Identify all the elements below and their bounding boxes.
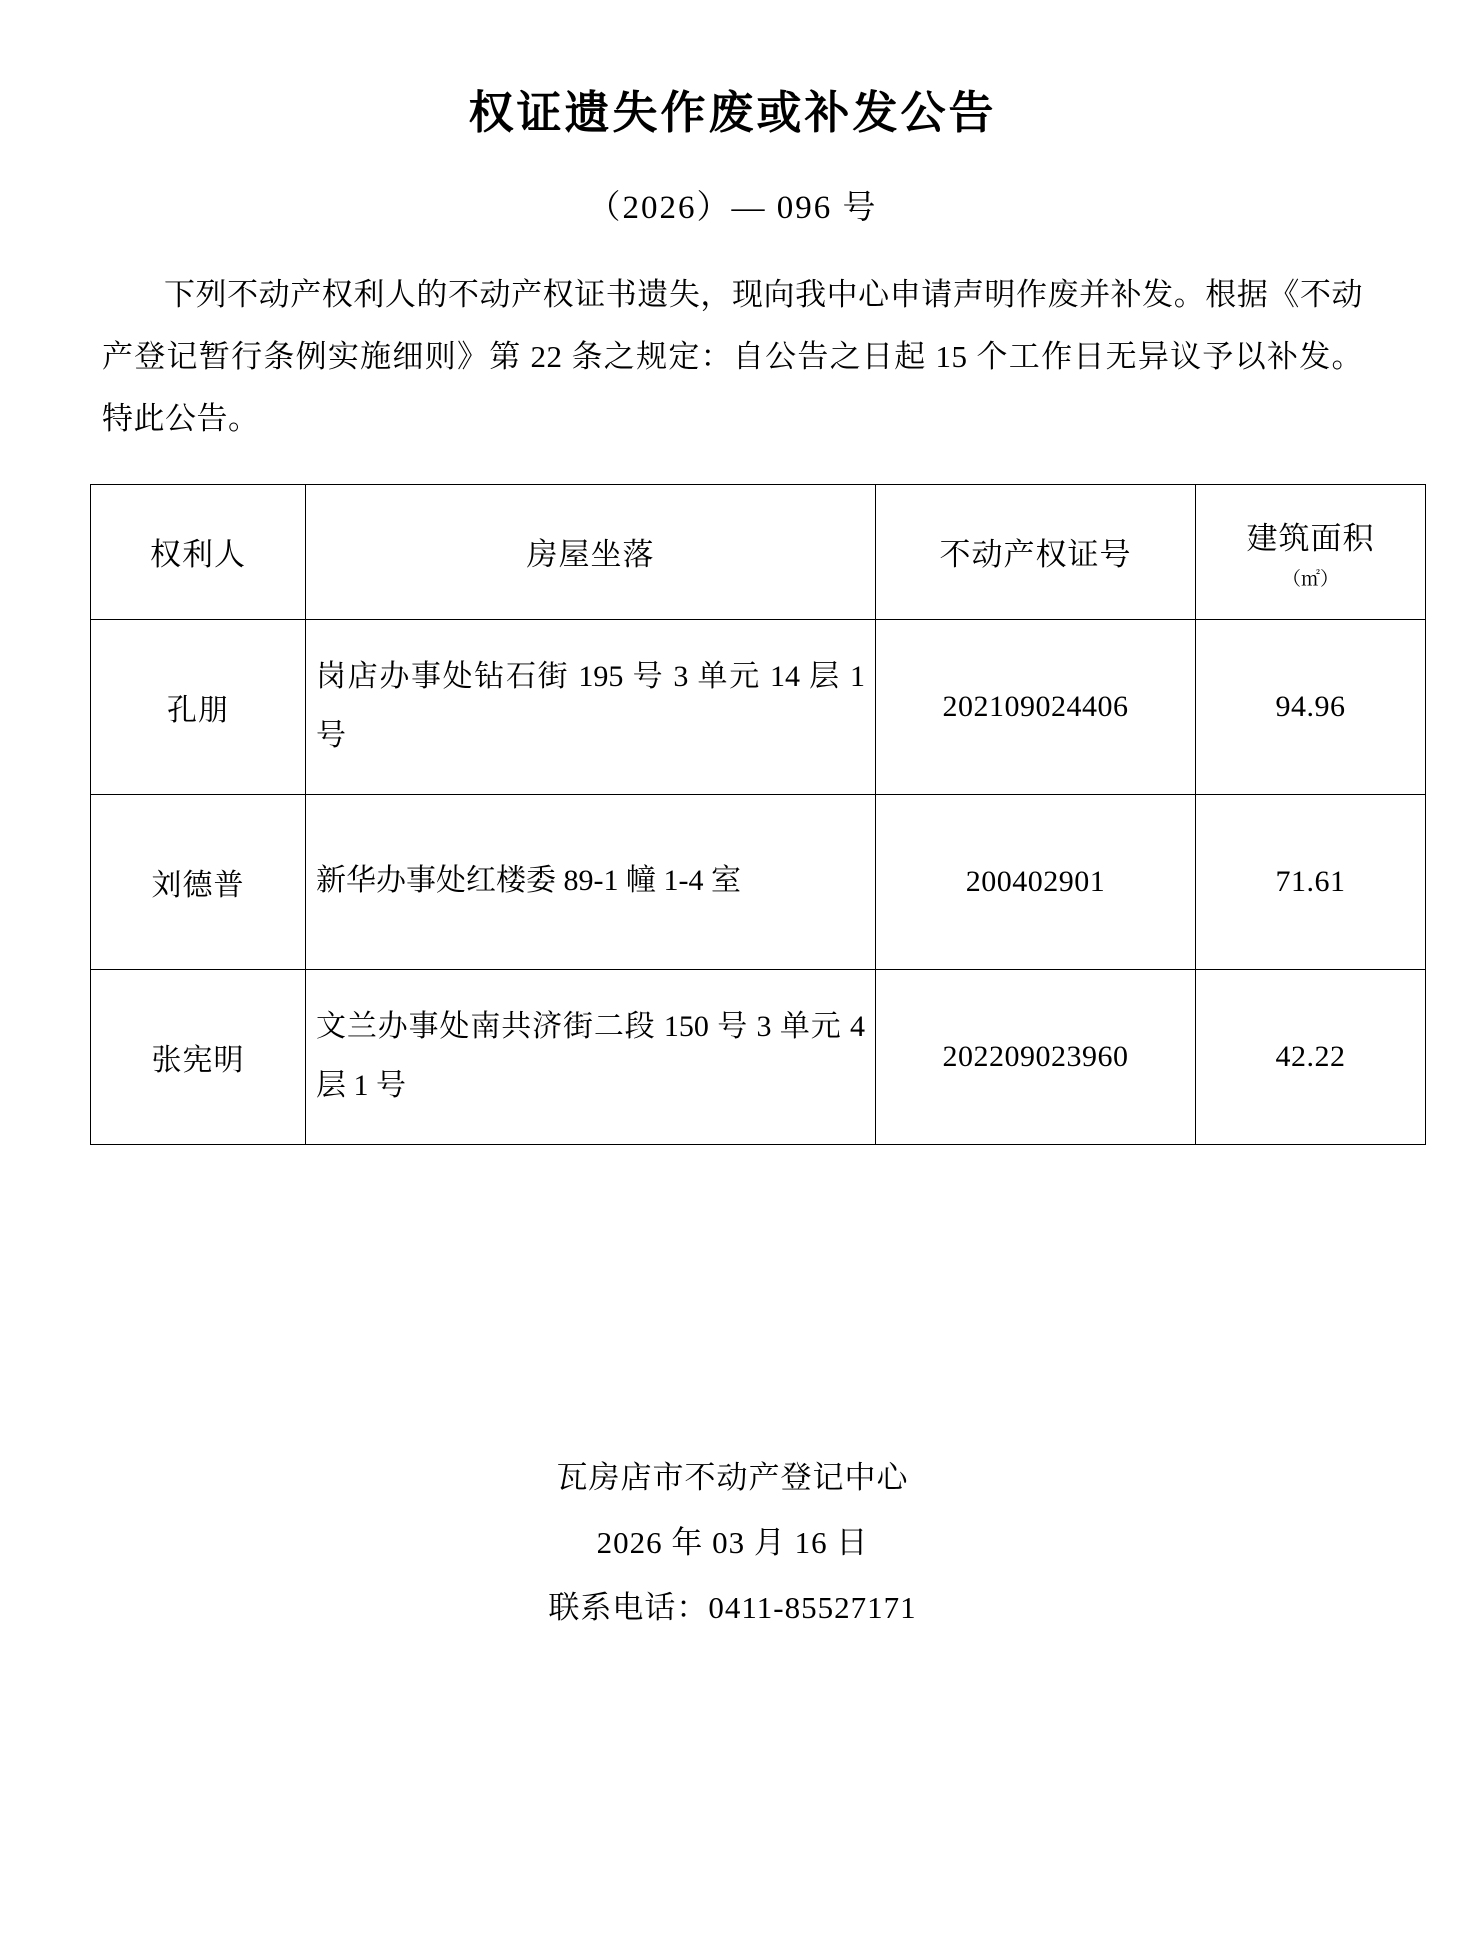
cell-owner: 张宪明	[91, 969, 306, 1144]
column-header-owner	[91, 484, 306, 619]
issue-date: 2026 年 03 月 16 日	[596, 1524, 869, 1560]
column-header-address-label: 房屋坐落	[526, 537, 655, 572]
contact-phone: 联系电话：0411-85527171	[548, 1589, 917, 1625]
column-header-owner-label: 权利人	[150, 537, 246, 572]
cell-certificate: 202209023960	[876, 969, 1196, 1144]
table-row	[91, 619, 1426, 794]
cell-area: 71.61	[1196, 794, 1426, 969]
cell-address: 文兰办事处南共济街二段 150 号 3 单元 4 层 1 号	[306, 969, 876, 1144]
column-header-area	[1196, 484, 1426, 619]
document-footer	[60, 1445, 1405, 1640]
table-row	[91, 969, 1426, 1144]
column-header-area-label: 建筑面积	[1246, 520, 1375, 556]
notice-paragraph: 下列不动产权利人的不动产权证书遗失，现向我中心申请声明作废并补发。根据《不动产登记暂行条例实施细则》第 22 条之规定：自公告之日起 15 个工作日无异议予以补发。特此公告。	[102, 276, 1363, 436]
column-header-certificate-label: 不动产权证号	[939, 537, 1132, 572]
column-header-certificate	[876, 484, 1196, 619]
notice-table	[90, 484, 1426, 1145]
table-header-row	[91, 484, 1426, 619]
document-number: （2026）— 096 号	[587, 189, 878, 226]
cell-area: 94.96	[1196, 619, 1426, 794]
cell-owner: 孔朋	[91, 619, 306, 794]
cell-certificate: 200402901	[876, 794, 1196, 969]
cell-address: 岗店办事处钻石街 195 号 3 单元 14 层 1 号	[306, 619, 876, 794]
issuing-organization: 瓦房店市不动产登记中心	[556, 1459, 909, 1495]
cell-certificate: 202109024406	[876, 619, 1196, 794]
cell-area: 42.22	[1196, 969, 1426, 1144]
cell-address: 新华办事处红楼委 89-1 幢 1-4 室	[306, 794, 876, 969]
page-title: 权证遗失作废或补发公告	[468, 88, 997, 138]
column-header-address	[306, 484, 876, 619]
column-header-area-unit: （㎡）	[1281, 568, 1339, 590]
table-row	[91, 794, 1426, 969]
cell-owner: 刘德普	[91, 794, 306, 969]
